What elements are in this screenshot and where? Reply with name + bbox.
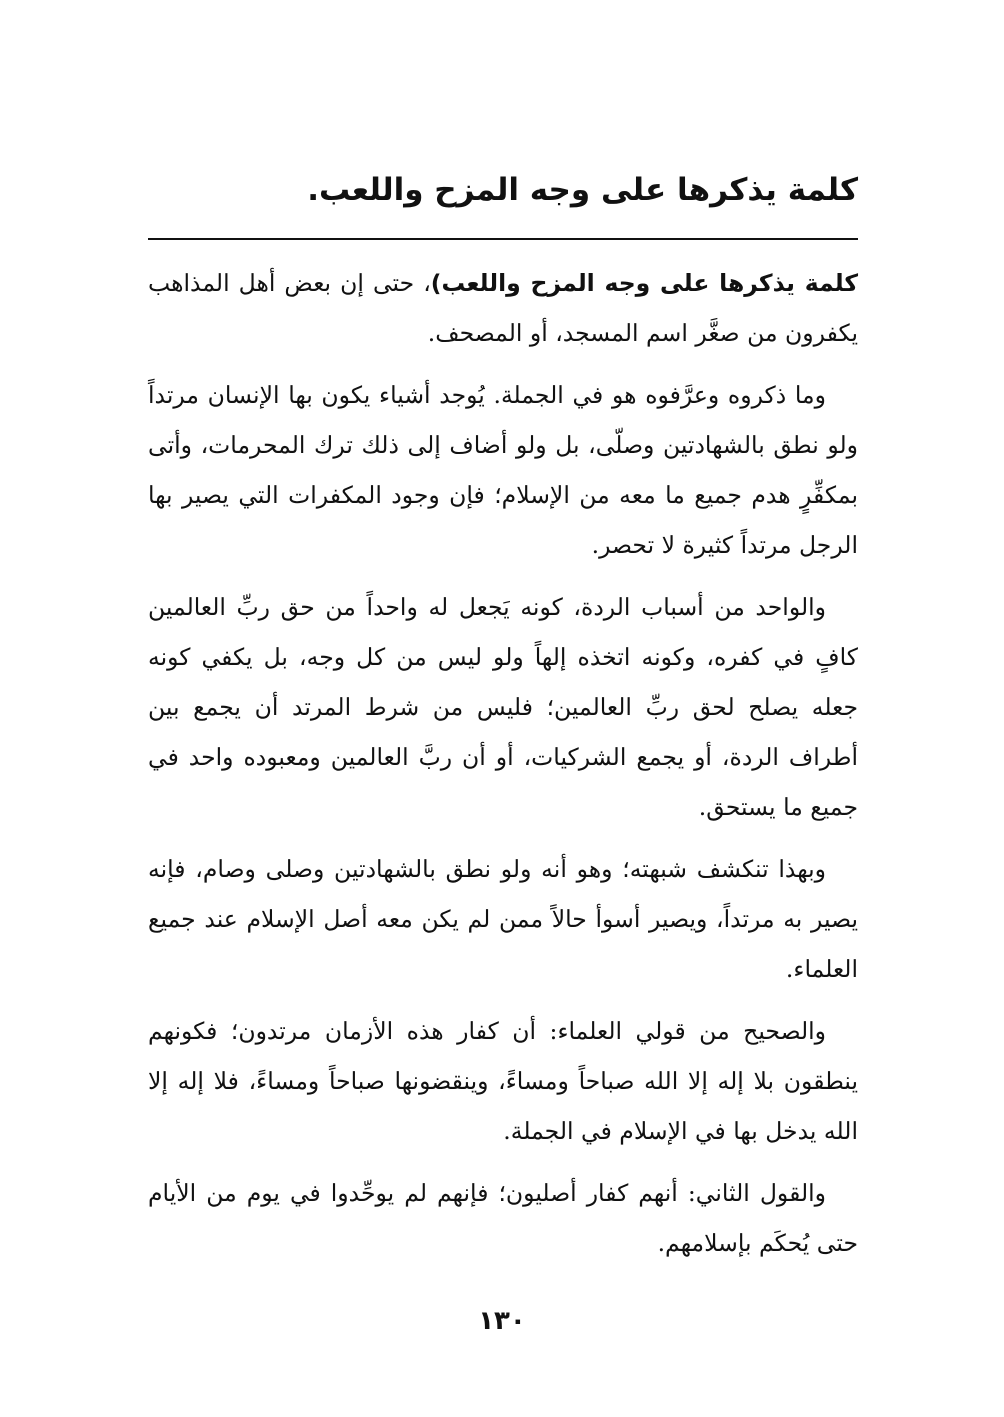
header-rule (148, 238, 858, 240)
paragraph-3: والواحد من أسباب الردة، كونه يَجعل له واحداً من حق ربِّ العالمين كافٍ في كفره، وكونه اتخذه إلهاً ولو ليس من كل وجه، بل يكفي كونه جعله يصلح لحق ربِّ العالمين؛ فليس من شرط المرتد أن يجمع بين أطراف الردة، أو يجمع الشركيات، أو أن ربَّ العالمين ومعبوده واحد في جميع ما يستحق. (148, 593, 858, 821)
body-text (148, 258, 858, 1280)
paragraph-1-text: ، حتى إن بعض أهل المذاهب يكفرون من صغَّر اسم المسجد، أو المصحف. (148, 269, 858, 347)
paragraph-2: وما ذكروه وعرَّفوه هو في الجملة. يُوجد أشياء يكون بها الإنسان مرتداً ولو نطق بالشهادتين وصلّى، بل ولو أضاف إلى ذلك ترك المحرمات، وأتى بمكفِّرٍ هدم جميع ما معه من الإسلام؛ فإن وجود المكفرات التي يصير بها الرجل مرتداً كثيرة لا تحصر. (148, 381, 858, 559)
paragraph-6: والقول الثاني: أنهم كفار أصليون؛ فإنهم لم يوحِّدوا في يوم من الأيام حتى يُحكَم بإسلامهم. (148, 1179, 858, 1257)
page-number: ١٣٠ (478, 1306, 526, 1336)
bold-quote: كلمة يذكرها على وجه المزح واللعب) (430, 269, 859, 297)
paragraph-4: وبهذا تنكشف شبهته؛ وهو أنه ولو نطق بالشهادتين وصلى وصام، فإنه يصير به مرتداً، ويصير أسوأ حالاً ممن لم يكن معه أصل الإسلام عند جميع العلماء. (148, 855, 858, 983)
paragraph-1 (148, 258, 858, 358)
running-header: كلمة يذكرها على وجه المزح واللعب. (307, 172, 858, 208)
paragraph-5: والصحيح من قولي العلماء: أن كفار هذه الأزمان مرتدون؛ فكونهم ينطقون بلا إله إلا الله صباحاً ومساءً، وينقضونها صباحاً ومساءً، فلا إله إلا الله يدخل بها في الإسلام في الجملة. (148, 1017, 858, 1145)
